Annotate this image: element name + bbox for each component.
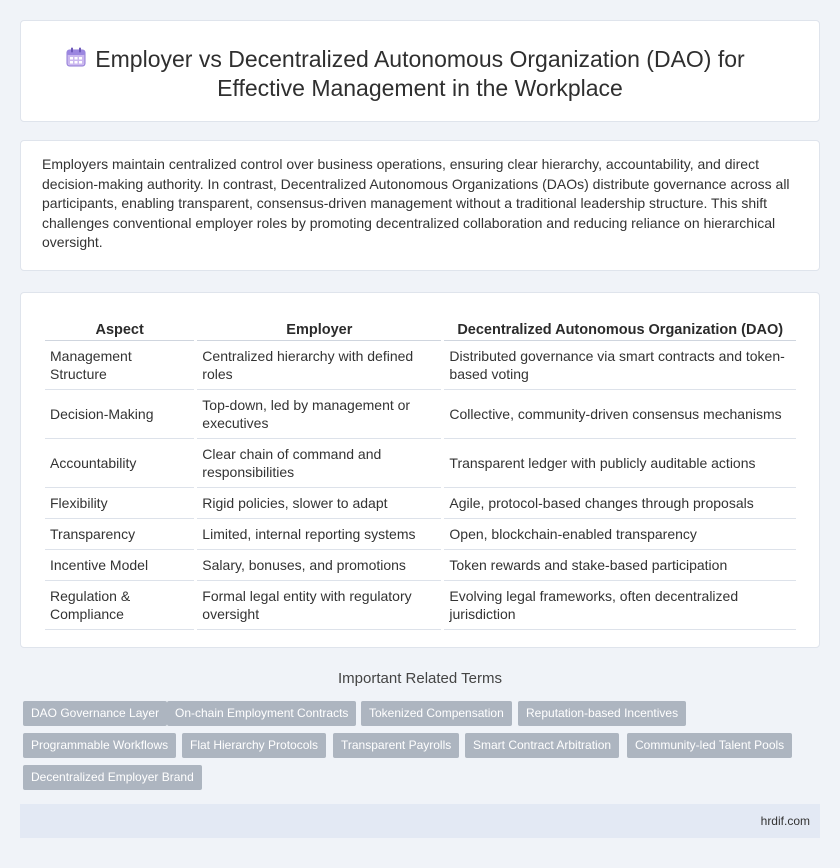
tag-on-chain-employment-contracts[interactable]: On-chain Employment Contracts xyxy=(167,701,356,726)
header-dao: Decentralized Autonomous Organization (DAO) xyxy=(444,311,796,341)
tag-flat-hierarchy-protocols[interactable]: Flat Hierarchy Protocols xyxy=(182,733,326,758)
cell-aspect: Management Structure xyxy=(45,341,194,390)
cell-dao: Evolving legal frameworks, often decentralized jurisdiction xyxy=(444,581,796,630)
tag-decentralized-employer-brand[interactable]: Decentralized Employer Brand xyxy=(23,765,202,790)
cell-dao: Open, blockchain-enabled transparency xyxy=(444,519,796,550)
related-terms-title: Important Related Terms xyxy=(338,670,502,687)
table-row xyxy=(45,488,796,519)
tag-tokenized-compensation[interactable]: Tokenized Compensation xyxy=(361,701,512,726)
table-row xyxy=(45,581,796,630)
footer-site-link[interactable]: hrdif.com xyxy=(760,814,810,828)
cell-aspect: Accountability xyxy=(45,439,194,488)
footer xyxy=(20,804,820,838)
header-employer: Employer xyxy=(197,311,441,341)
cell-dao: Transparent ledger with publicly auditable actions xyxy=(444,439,796,488)
table-row xyxy=(45,439,796,488)
cell-dao: Agile, protocol-based changes through proposals xyxy=(444,488,796,519)
table-row xyxy=(45,519,796,550)
comparison-card xyxy=(20,292,820,648)
header-aspect: Aspect xyxy=(45,311,194,341)
comparison-table xyxy=(42,311,799,630)
cell-employer: Clear chain of command and responsibilities xyxy=(197,439,441,488)
cell-employer: Rigid policies, slower to adapt xyxy=(197,488,441,519)
cell-employer: Top-down, led by management or executives xyxy=(197,390,441,439)
tag-transparent-payrolls[interactable]: Transparent Payrolls xyxy=(333,733,459,758)
cell-aspect: Regulation & Compliance xyxy=(45,581,194,630)
cell-aspect: Flexibility xyxy=(45,488,194,519)
cell-aspect: Transparency xyxy=(45,519,194,550)
table-row xyxy=(45,550,796,581)
tag-smart-contract-arbitration[interactable]: Smart Contract Arbitration xyxy=(465,733,619,758)
header-card xyxy=(20,20,820,122)
table-row xyxy=(45,341,796,390)
cell-dao: Collective, community-driven consensus mechanisms xyxy=(444,390,796,439)
tag-community-led-talent-pools[interactable]: Community-led Talent Pools xyxy=(627,733,792,758)
intro-card xyxy=(20,140,820,271)
cell-employer: Salary, bonuses, and promotions xyxy=(197,550,441,581)
cell-employer: Formal legal entity with regulatory oversight xyxy=(197,581,441,630)
table-header-row xyxy=(45,311,796,341)
cell-aspect: Incentive Model xyxy=(45,550,194,581)
cell-employer: Centralized hierarchy with defined roles xyxy=(197,341,441,390)
cell-dao: Distributed governance via smart contracts and token-based voting xyxy=(444,341,796,390)
tag-reputation-based-incentives[interactable]: Reputation-based Incentives xyxy=(518,701,686,726)
page-title: Employer vs Decentralized Autonomous Organization (DAO) for Effective Management in the Workplace xyxy=(95,46,745,101)
table-row xyxy=(45,390,796,439)
cell-aspect: Decision-Making xyxy=(45,390,194,439)
tag-programmable-workflows[interactable]: Programmable Workflows xyxy=(23,733,176,758)
cell-employer: Limited, internal reporting systems xyxy=(197,519,441,550)
intro-paragraph: Employers maintain centralized control over business operations, ensuring clear hierarchy, accountability, and direct decision-making authority. In contrast, Decentralized Autonomous Organizations (DAOs) distribute governance across all participants, enabling transparent, consensus-driven management without a traditional leadership structure. This shift challenges conventional employer roles by promoting decentralized collaboration and reducing reliance on hierarchical oversight. xyxy=(42,156,790,250)
cell-dao: Token rewards and stake-based participation xyxy=(444,550,796,581)
tag-dao-governance-layer[interactable]: DAO Governance Layer xyxy=(23,701,167,726)
